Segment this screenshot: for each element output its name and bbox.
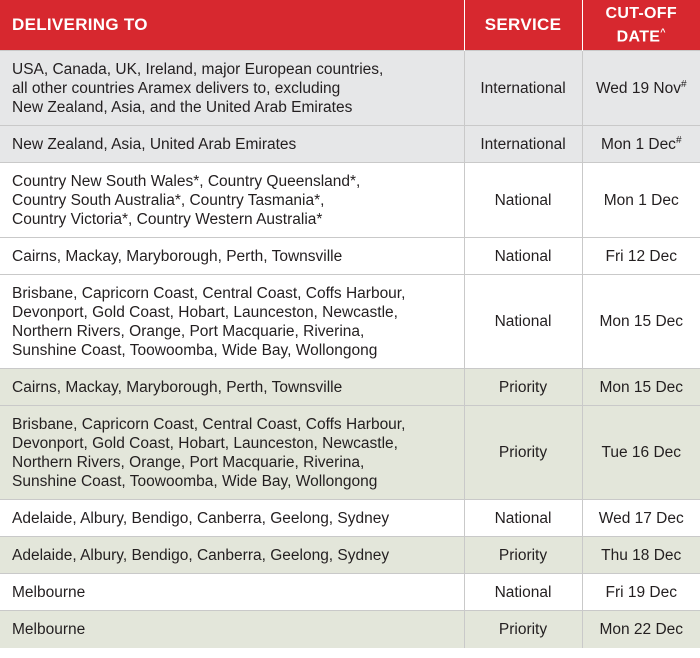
destination-line: Devonport, Gold Coast, Hobart, Launceston, Newcastle, (12, 303, 398, 321)
cutoff-date-text: Fri 12 Dec (605, 247, 677, 265)
destination-line: Brisbane, Capricorn Coast, Central Coast, Coffs Harbour, (12, 415, 406, 433)
destination-line: Country New South Wales*, Country Queensland*, (12, 172, 361, 190)
destination-line: Country Victoria*, Country Western Australia* (12, 210, 323, 228)
destination-line: Cairns, Mackay, Maryborough, Perth, Townsville (12, 247, 343, 265)
destination-line: Sunshine Coast, Toowoomba, Wide Bay, Wollongong (12, 472, 378, 490)
cutoff-date-mark: # (680, 78, 687, 90)
destination-line: Country South Australia*, Country Tasmania*, (12, 191, 325, 209)
table-row (0, 611, 700, 648)
table-row (0, 126, 700, 163)
destination-line: Adelaide, Albury, Bendigo, Canberra, Geelong, Sydney (12, 509, 390, 527)
destination-cell (0, 574, 464, 611)
destination-line: Devonport, Gold Coast, Hobart, Launceston, Newcastle, (12, 434, 398, 452)
header-cutoff-line2: DATE (616, 28, 661, 46)
destination-line: Melbourne (12, 583, 86, 601)
cutoff-date-cell (582, 238, 700, 275)
table-row (0, 51, 700, 126)
cutoff-date-text: Thu 18 Dec (601, 546, 682, 564)
destination-line: Brisbane, Capricorn Coast, Central Coast, Coffs Harbour, (12, 284, 406, 302)
service-cell: Priority (464, 537, 582, 574)
header-row (0, 0, 700, 51)
destination-line: Northern Rivers, Orange, Port Macquarie, Riverina, (12, 453, 365, 471)
service-cell: National (464, 500, 582, 537)
table-row (0, 275, 700, 369)
header-cutoff-line1: CUT-OFF (605, 4, 677, 22)
destination-line: all other countries Aramex delivers to, excluding (12, 79, 341, 97)
destination-line: New Zealand, Asia, United Arab Emirates (12, 135, 297, 153)
header-service: SERVICE (464, 0, 582, 51)
service-cell: National (464, 574, 582, 611)
destination-line: Melbourne (12, 620, 86, 638)
cutoff-date-cell (582, 163, 700, 238)
cutoff-date-cell (582, 126, 700, 163)
destination-cell (0, 163, 464, 238)
table-row (0, 574, 700, 611)
destination-line: Sunshine Coast, Toowoomba, Wide Bay, Wollongong (12, 341, 378, 359)
destination-cell (0, 611, 464, 648)
service-cell: Priority (464, 369, 582, 406)
service-cell: Priority (464, 611, 582, 648)
destination-cell (0, 500, 464, 537)
cutoff-date-cell (582, 369, 700, 406)
destination-cell (0, 275, 464, 369)
cutoff-date-text: Mon 15 Dec (599, 313, 684, 330)
destination-line: USA, Canada, UK, Ireland, major European countries, (12, 60, 384, 78)
cutoff-date-cell (582, 51, 700, 126)
service-cell: International (464, 51, 582, 126)
table-row (0, 238, 700, 275)
service-cell: Priority (464, 406, 582, 500)
header-cutoff-mark: ^ (660, 26, 666, 37)
destination-cell (0, 238, 464, 275)
table-row (0, 537, 700, 574)
service-cell: National (464, 163, 582, 238)
service-cell: International (464, 126, 582, 163)
cutoff-date-text: Fri 19 Dec (605, 583, 677, 601)
destination-line: Adelaide, Albury, Bendigo, Canberra, Geelong, Sydney (12, 546, 390, 564)
table-row (0, 406, 700, 500)
service-cell: National (464, 238, 582, 275)
destination-cell (0, 369, 464, 406)
table-row (0, 369, 700, 406)
cutoff-date-text: Mon 22 Dec (599, 620, 684, 638)
header-destination: DELIVERING TO (0, 0, 464, 51)
destination-cell (0, 51, 464, 126)
table-row (0, 163, 700, 238)
cutoff-date-text: Mon 1 Dec (600, 135, 676, 153)
cutoff-date-text: Mon 15 Dec (599, 378, 684, 396)
cutoff-date-text: Wed 19 Nov (595, 79, 681, 97)
table-row (0, 500, 700, 537)
destination-cell (0, 537, 464, 574)
cutoff-date-cell (582, 275, 700, 369)
destination-cell (0, 126, 464, 163)
cutoff-date-text: Tue 16 Dec (601, 444, 682, 461)
cutoff-date-text: Wed 17 Dec (598, 509, 684, 527)
destination-line: Northern Rivers, Orange, Port Macquarie, Riverina, (12, 322, 365, 340)
cutoff-date-cell (582, 500, 700, 537)
destination-line: New Zealand, Asia, and the United Arab Emirates (12, 98, 353, 116)
cutoff-date-cell (582, 406, 700, 500)
cutoff-date-cell (582, 537, 700, 574)
cutoff-date-cell (582, 611, 700, 648)
cutoff-date-cell (582, 574, 700, 611)
destination-line: Cairns, Mackay, Maryborough, Perth, Townsville (12, 378, 343, 396)
cutoff-date-mark: # (675, 134, 682, 146)
cutoff-date-text: Mon 1 Dec (603, 191, 679, 209)
service-cell: National (464, 275, 582, 369)
destination-cell (0, 406, 464, 500)
header-cutoff-date (582, 0, 700, 51)
